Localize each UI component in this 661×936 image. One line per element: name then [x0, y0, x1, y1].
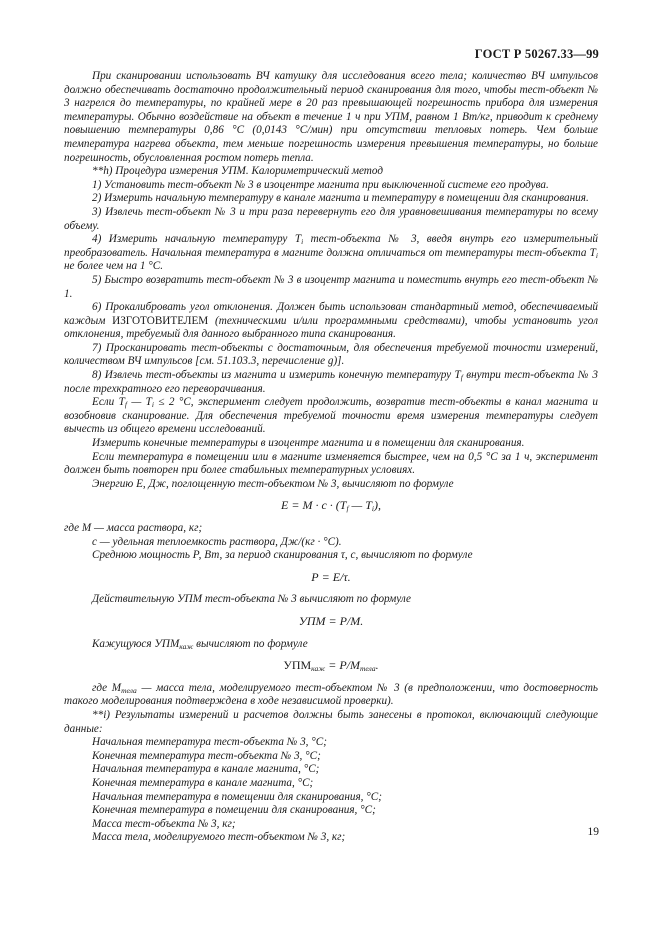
paragraph-final-temps: Измерить конечные температуры в изоцентре магнита и в помещении для сканирования.	[92, 437, 525, 450]
page-content	[64, 70, 598, 845]
section-i-heading: **i) Результаты измерений и расчетов должны быть занесены в протокол, включающий следующие данные:	[64, 708, 598, 735]
formula-power: Р = Е/τ.	[311, 569, 351, 584]
formula-apparent-upm: $УПМ_{каж} = Р/М_{тела}$.	[283, 658, 379, 674]
where-mass: где М — масса раствора, кг;	[64, 522, 203, 534]
list-item: Конечная температура тест-объекта № 3, °С;	[92, 749, 321, 762]
list-item: Начальная температура тест-объекта № 3, °С;	[92, 736, 327, 749]
list-item: Конечная температура в помещении для сканирования, °С;	[92, 804, 376, 817]
section-h-heading: **h) Процедура измерения УПМ. Калориметрический метод	[92, 165, 383, 178]
step-8: 8) Извлечь тест-объекты из магнита и измерить конечную температуру $T_f$ внутри тест-объекта № 3 после трехкратного его переворачивания.	[64, 369, 598, 395]
where-heat-capacity: с — удельная теплоемкость раствора, Дж/(кг · °С).	[92, 535, 342, 548]
list-item: Масса тела, моделируемого тест-объектом № 3, кг;	[92, 831, 346, 844]
step-2: 2) Измерить начальную температуру в канале магнита и температуру в помещении для сканирования.	[92, 192, 589, 205]
step-5: 5) Быстро возвратить тест-объект № 3 в изоцентр магнита и поместить внутрь его тест-объект № 1.	[64, 273, 598, 300]
paragraph-actual-upm: Действительную УПМ тест-объекта № 3 вычисляют по формуле	[92, 593, 412, 606]
step-1: 1) Установить тест-объект № 3 в изоцентре магнита при выключенной системе его продува.	[92, 178, 549, 191]
list-item: Начальная температура в канале магнита, °С;	[92, 763, 320, 776]
page-number: 19	[587, 826, 599, 838]
formula-upm: УПМ = Р/М.	[298, 613, 364, 628]
paragraph-power: Среднюю мощность Р, Вт, за период сканирования τ, с, вычисляют по формуле	[92, 549, 473, 562]
manufacturer-term: ИЗГОТОВИТЕЛЕМ	[112, 314, 209, 327]
step-3: 3) Извлечь тест-объект № 3 и три раза перевернуть его для уравновешивания температуры по всему объему.	[64, 205, 598, 232]
list-item: Конечная температура в канале магнита, °С;	[92, 776, 314, 789]
step-4: 4) Измерить начальную температуру $T_i$ тест-объекта № 3, введя внутрь его измерительный преобразователь. Начальная температура в магните должна отличаться от температуры тест-объекта $T_i$ не более чем на 1 °С.	[64, 233, 598, 273]
step-6: 6) Прокалибровать угол отклонения. Должен быть использован стандартный метод, обеспечиваемый каждым ИЗГОТОВИТЕЛЕМ (техническими и/или программными средствами), чтобы установить угол отклонения, требуемый для данного выбранного типа сканирования.	[64, 301, 598, 341]
list-item: Масса тест-объекта № 3, кг;	[92, 817, 236, 830]
standard-header: ГОСТ Р 50267.33—99	[474, 47, 599, 61]
paragraph-repeat: Если температура в помещении или в магните изменяется быстрее, чем на 0,5 °С за 1 ч, эксперимент должен быть повторен при более стабильных температурных условиях.	[64, 450, 598, 477]
where-body-mass: где $М_{тела}$ — масса тела, моделируемого тест-объектом № 3 (в предположении, что достоверность такого моделирования подтверждена в ходе независимой проверки).	[64, 681, 598, 708]
list-item: Начальная температура в помещении для сканирования, °С;	[92, 790, 382, 803]
paragraph-scanning: При сканировании использовать ВЧ катушку для исследования всего тела; количество ВЧ импульсов должно обеспечивать достаточно продолжительный период сканирования для того, чтобы тест-объект № 3 нагрелся до температуры, по крайней мере в 20 раз превышающей погрешность прибора для измерения температуры. Обычно воздействие на объект в течение 1 ч при УПМ, равном 1 Вт/кг, приводит к среднему повышению температуры 0,86 °С (0,0143 °С/мин) при отсутствии тепловых потерь. Чем больше температура нагрева объекта, тем меньше погрешность измерения превышения температуры, но больше погрешность, обусловленная ростом потерь тепла.	[64, 70, 598, 164]
step-7: 7) Просканировать тест-объекты с достаточным, для обеспечения требуемой точности измерений, количеством ВЧ импульсов [см. 51.103.3, перечисление g)].	[64, 341, 598, 368]
paragraph-apparent-upm: Кажущуюся $УПМ_{каж}$ вычисляют по формуле	[92, 637, 308, 651]
paragraph-energy: Энергию Е, Дж, поглощенную тест-объектом № 3, вычисляют по формуле	[92, 477, 454, 490]
paragraph-condition: Если $T_f$ — $T_i \le 2$ °С, эксперимент следует продолжить, возвратив тест-объекты в канал магнита и возобновив сканирование. Для обеспечения требуемой точности время измерения температуры следует вычесть из общего времени исследований.	[64, 396, 598, 436]
formula-energy: $Е = М \cdot с \cdot (T_f$ — $T_i$),	[281, 498, 381, 514]
